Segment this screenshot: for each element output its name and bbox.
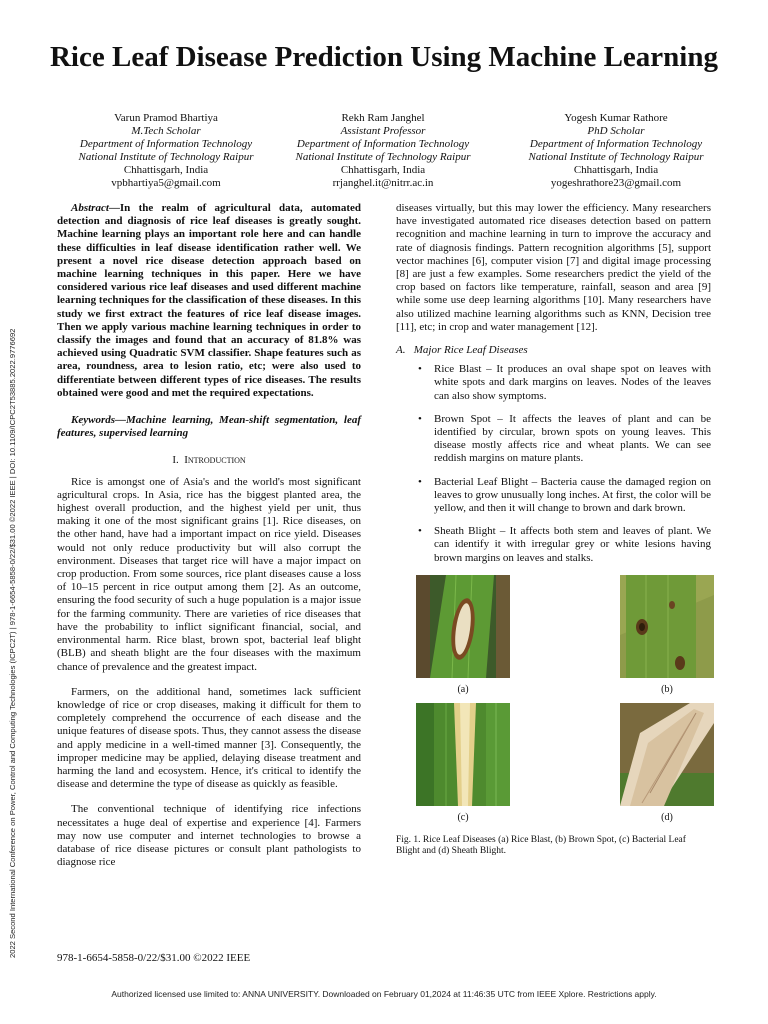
figure-label-b: (b) (661, 683, 673, 695)
keywords-label: Keywords (71, 414, 115, 427)
left-column (57, 202, 361, 869)
author-name: Varun Pramod Bhartiya (114, 112, 218, 124)
author-dept: Department of Information Technology (529, 138, 703, 150)
author-place: Chhattisgarh, India (340, 164, 426, 176)
author-email: vpbhartiya5@gmail.com (111, 177, 221, 189)
sheath-blight-photo (620, 703, 714, 806)
bullet: • (418, 475, 422, 488)
intro-paragraph-2: Farmers, on the additional hand, sometimes lack sufficient knowledge of rice or crop diseases, making it difficult for them to completely comprehend the occurrence of each disease and the unique features of disease spots. Thus, they cannot assess the disease and apply medicine in a well-timed manner [3]. Consequently, the improper medicine may be applied, delaying disease treatment and harming the land and ecosystem. Hence, it's critical to identify the disease and determine the type of disease as quickly as feasible. (57, 685, 361, 791)
author-institution: National Institute of Technology Raipur (78, 151, 254, 163)
bullet: • (418, 363, 422, 376)
figure-label-c: (c) (457, 811, 469, 823)
subsection-title: Major Rice Leaf Diseases (413, 344, 528, 357)
keywords (57, 414, 361, 440)
figure-label-a: (a) (457, 683, 469, 695)
keywords-text: —Machine learning, Mean-shift segmentation, leaf features, supervised learning (57, 414, 361, 440)
abstract (57, 202, 361, 400)
author-dept: Department of Information Technology (79, 138, 253, 150)
author-role: Assistant Professor (340, 125, 426, 137)
list-item-text: Sheath Blight – It affects both stem and leaves of plant. We can identify it with irregular grey or white lesions having brown margins on leaves and stalks. (434, 525, 711, 564)
subsection-heading (396, 344, 711, 357)
figure-row-2 (396, 703, 711, 831)
list-item (396, 476, 711, 516)
bullet: • (418, 525, 422, 538)
intro-paragraph-4: diseases virtually, but this may lower the efficiency. Many researchers have investigated automated rice diseases detection based on pattern recognition and machine learning in turn to improve the accuracy and rate of diagnosis findings. Pattern recognition algorithms [5], support vector machines [6], computer vision [7] and digital image processing [8] are just a few examples. Some researchers predict the yield of the crop based on factors like temperature, rainfall, season and area [9] while some use deep learning algorithms [10]. Many researchers have also utilized machine learning algorithms such as KNN, Decision tree [11], etc; in crop and water management [12]. (396, 202, 711, 333)
right-column (396, 202, 711, 858)
list-item (396, 363, 711, 403)
author-block-3 (496, 112, 736, 190)
intro-paragraph-3: The conventional technique of identifying rice infections necessitates a huge deal of expertise and experience [4]. Farmers may now use computer and internet technologies to browse a database of rice disease pictures or consult plant pathologists to diagnose rice (57, 803, 361, 869)
figure-caption: Fig. 1. Rice Leaf Diseases (a) Rice Blast, (b) Brown Spot, (c) Bacterial Leaf Blight and (d) Sheath Blight. (396, 834, 686, 857)
list-item (396, 525, 711, 565)
author-name: Rekh Ram Janghel (341, 112, 425, 124)
section-heading-introduction (57, 454, 361, 467)
author-institution: National Institute of Technology Raipur (528, 151, 704, 163)
disease-list (396, 363, 711, 565)
author-email: rrjanghel.it@nitrr.ac.in (332, 177, 434, 189)
bacterial-leaf-blight-photo (416, 703, 510, 806)
rice-blast-photo (416, 575, 510, 678)
author-place: Chhattisgarh, India (123, 164, 209, 176)
intro-paragraph-1: Rice is amongst one of Asia's and the world's most significant agricultural crops. In Asia, rice has the biggest planted area, the highest overall production, and the highest yield per unit, thus making it one of the most significant grains [1]. Rice diseases, on the other hand, have had a important impact on rice yield. Diseases would not only reduce productivity but will also corrupt the environment. Diseases that target rice will have a major impact on crop production. From some sources, rice plant diseases cause a loss of 10–15 percent in rice output among them [2]. As an outcome, ensuring the food security of such a huge population is a major issue for the farming community. There are varieties of rice diseases that have the probability to inflict significant financial, social, and environmental harm. Rice blast, brown spot, bacterial leaf blight (BLB) and sheath blight are the four diseases with the maximum chance of prevalence and the greatest impact. (57, 475, 361, 673)
subsection-number: A. (396, 344, 406, 357)
figure-label-d: (d) (661, 811, 673, 823)
author-place: Chhattisgarh, India (573, 164, 659, 176)
brown-spot-photo (620, 575, 714, 678)
section-title: Introduction (184, 454, 246, 467)
figure-row-1 (396, 575, 711, 703)
paper-title: Rice Leaf Disease Prediction Using Machine Learning (49, 41, 718, 73)
section-number: I. (172, 454, 179, 467)
author-email: yogeshrathore23@gmail.com (550, 177, 682, 189)
author-block-2 (263, 112, 503, 190)
abstract-text: —In the realm of agricultural data, automated detection and diagnosis of rice leaf diseases is greatly sought. Machine learning plays an important role here and can handle these difficulties in leaf disease identification rather well. We present a novel rice disease detection approach based on machine learning techniques in this paper. Here we have considered various rice leaf diseases and used different machine learning techniques for the classification of these diseases. In this study we first extract the features of rice leaf disease images. Then we apply various machine learning techniques in order to classify the images and found that an accuracy of 81.8% was achieved using Quadratic SVM classifier. Shape features such as area, roundness, area to lesion ratio, etc; were also used to differentiate between different types of rice diseases. The results obtained were good and met the required expectations. (57, 202, 361, 399)
list-item-text: Rice Blast – It produces an oval shape spot on leaves with white spots and dark margins on leaves. Nodes of the leaves can also show symptoms. (434, 363, 711, 402)
author-institution: National Institute of Technology Raipur (295, 151, 471, 163)
author-dept: Department of Information Technology (296, 138, 470, 150)
conference-sidebar: 2022 Second International Conference on Power, Control and Computing Technologies (ICPC2T) | 978-1-6654-5858-0/22/$31.00 ©2022 IEEE | DOI: 10.1109/ICPC2T53885.2022.9776692 (8, 328, 17, 958)
list-item (396, 413, 711, 466)
list-item-text: Bacterial Leaf Blight – Bacteria cause the damaged region on leaves to grow unusually long inches. At first, the color will be yellow, and then it will change to brown and dark brown. (434, 475, 711, 515)
license-footer: Authorized licensed use limited to: ANNA UNIVERSITY. Downloaded on February 01,2024 at 11:46:35 UTC from IEEE Xplore. Restrictions apply. (111, 989, 657, 999)
abstract-label: Abstract (71, 202, 109, 214)
author-name: Yogesh Kumar Rathore (564, 112, 668, 124)
list-item-text: Brown Spot – It affects the leaves of plant and can be identified by circular, brown spots on young leaves. This disease mostly affects rice and wheat plants. We can see reddish margins on mature plants. (434, 412, 711, 465)
author-block-1 (46, 112, 286, 190)
copyright-line: 978-1-6654-5858-0/22/$31.00 ©2022 IEEE (57, 952, 251, 964)
author-role: M.Tech Scholar (131, 125, 201, 137)
author-role: PhD Scholar (587, 125, 645, 137)
bullet: • (418, 412, 422, 425)
